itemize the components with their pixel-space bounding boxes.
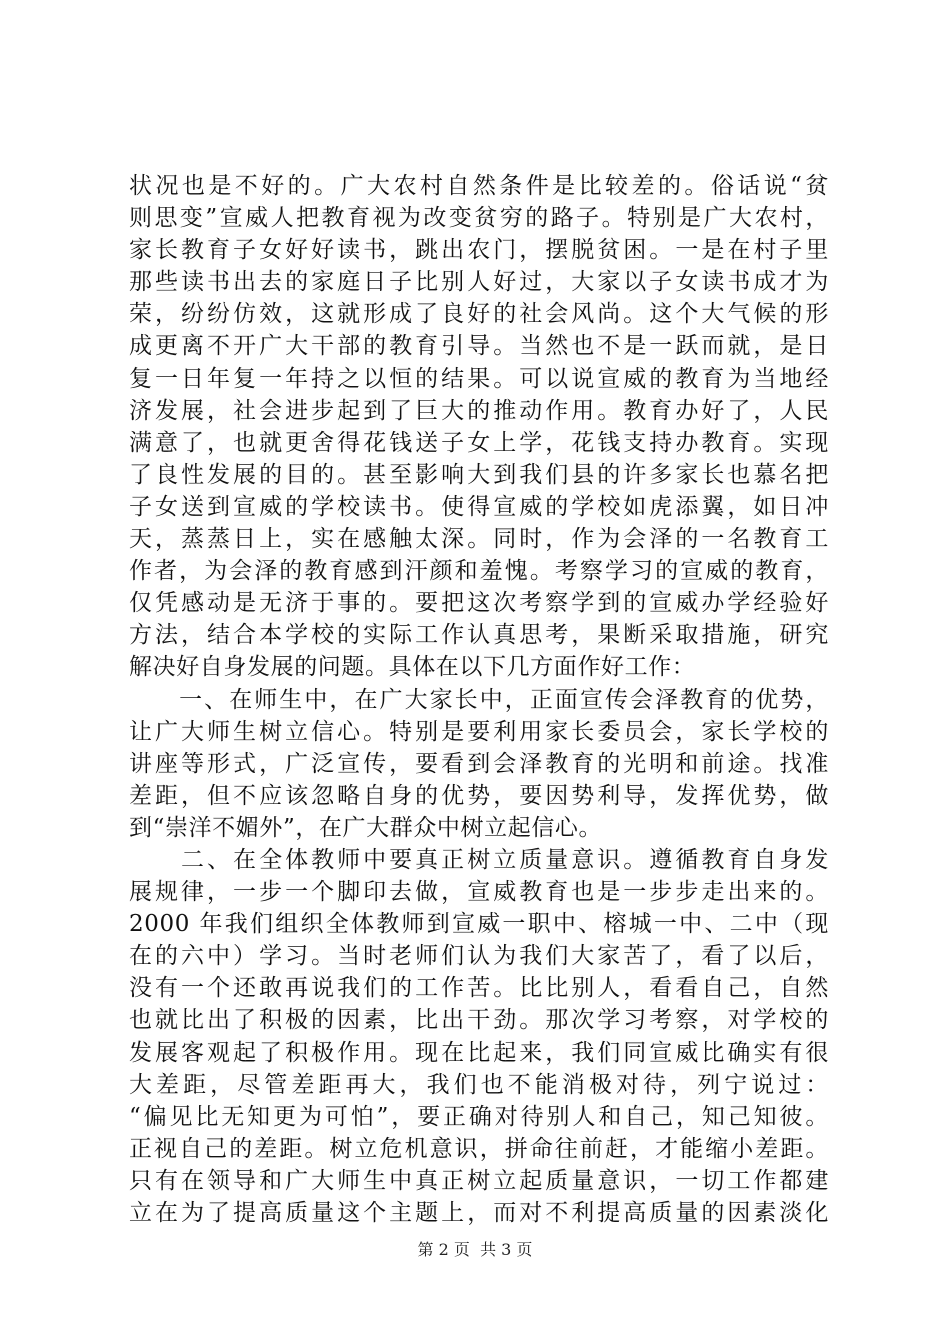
text-line: 只有在领导和广大师生中真正树立起质量意识，一切工作都建: [129, 1167, 829, 1194]
text-line: 了良性发展的目的。甚至影响大到我们县的许多家长也慕名把: [129, 461, 829, 488]
text-line: 济发展，社会进步起到了巨大的推动作用。教育办好了，人民: [129, 397, 829, 424]
text-line: 差距，但不应该忽略自身的优势，要因势利导，发挥优势，做: [129, 782, 829, 809]
text-line: 大差距，尽管差距再大，我们也不能消极对待，列宁说过：: [129, 1071, 829, 1098]
text-line: 解决好自身发展的问题。具体在以下几方面作好工作：: [129, 654, 696, 681]
text-line: 那些读书出去的家庭日子比别人好过，大家以子女读书成才为: [129, 269, 829, 296]
text-line: 讲座等形式，广泛宣传，要看到会泽教育的光明和前途。找准: [129, 750, 829, 777]
text-line: 让广大师生树立信心。特别是要利用家长委员会，家长学校的: [129, 718, 829, 745]
text-line: 展规律，一步一个脚印去做，宣威教育也是一步步走出来的。: [129, 879, 829, 906]
page-footer: 第 2 页 共 3 页: [417, 1240, 533, 1259]
text-line: 发展客观起了积极作用。现在比起来，我们同宣威比确实有很: [129, 1039, 829, 1066]
text-line: “偏见比无知更为可怕”，要正确对待别人和自己，知己知彼。: [129, 1103, 829, 1130]
text-line: 立在为了提高质量这个主题上，而对不利提高质量的因素淡化: [129, 1200, 829, 1226]
text-line: 在的六中）学习。当时老师们认为我们大家苦了，看了以后，: [129, 943, 829, 970]
text-line: 方法，结合本学校的实际工作认真思考，果断采取措施，研究: [129, 622, 829, 649]
text-line: 仅凭感动是无济于事的。要把这次考察学到的宣威办学经验好: [129, 590, 829, 617]
text-line: 则思变”宣威人把教育视为改变贫穷的路子。特别是广大农村，: [129, 205, 829, 232]
text-line: 成更离不开广大干部的教育引导。当然也不是一跃而就，是日: [129, 333, 829, 360]
text-line: 正视自己的差距。树立危机意识，拼命往前赶，才能缩小差距。: [129, 1135, 829, 1162]
body-text: [129, 170, 829, 1229]
text-line: 天，蒸蒸日上，实在感触太深。同时，作为会泽的一名教育工: [129, 526, 829, 553]
text-line: 状况也是不好的。广大农村自然条件是比较差的。俗话说“贫: [129, 173, 829, 199]
text-line: 也就比出了积极的因素，比出干劲。那次学习考察，对学校的: [129, 1007, 829, 1034]
text-line: 满意了，也就更舍得花钱送子女上学，花钱支持办教育。实现: [129, 429, 829, 456]
text-line: 家长教育子女好好读书，跳出农门，摆脱贫困。一是在村子里: [129, 237, 829, 264]
text-line: 一、在师生中，在广大家长中，正面宣传会泽教育的优势，: [129, 686, 829, 713]
text-line: 到“崇洋不媚外”，在广大群众中树立起信心。: [129, 814, 603, 841]
text-line: 2000 年我们组织全体教师到宣威一职中、榕城一中、二中（现: [129, 911, 829, 938]
text-line: 没有一个还敢再说我们的工作苦。比比别人，看看自己，自然: [129, 975, 829, 1002]
text-line: 荣，纷纷仿效，这就形成了良好的社会风尚。这个大气候的形: [129, 301, 829, 328]
text-line: 复一日年复一年持之以恒的结果。可以说宣威的教育为当地经: [129, 365, 829, 392]
text-line: 二、在全体教师中要真正树立质量意识。遵循教育自身发: [129, 846, 829, 873]
text-line: 作者，为会泽的教育感到汗颜和羞愧。考察学习的宣威的教育，: [129, 558, 829, 585]
text-line: 子女送到宣威的学校读书。使得宣威的学校如虎添翼，如日冲: [129, 493, 829, 520]
